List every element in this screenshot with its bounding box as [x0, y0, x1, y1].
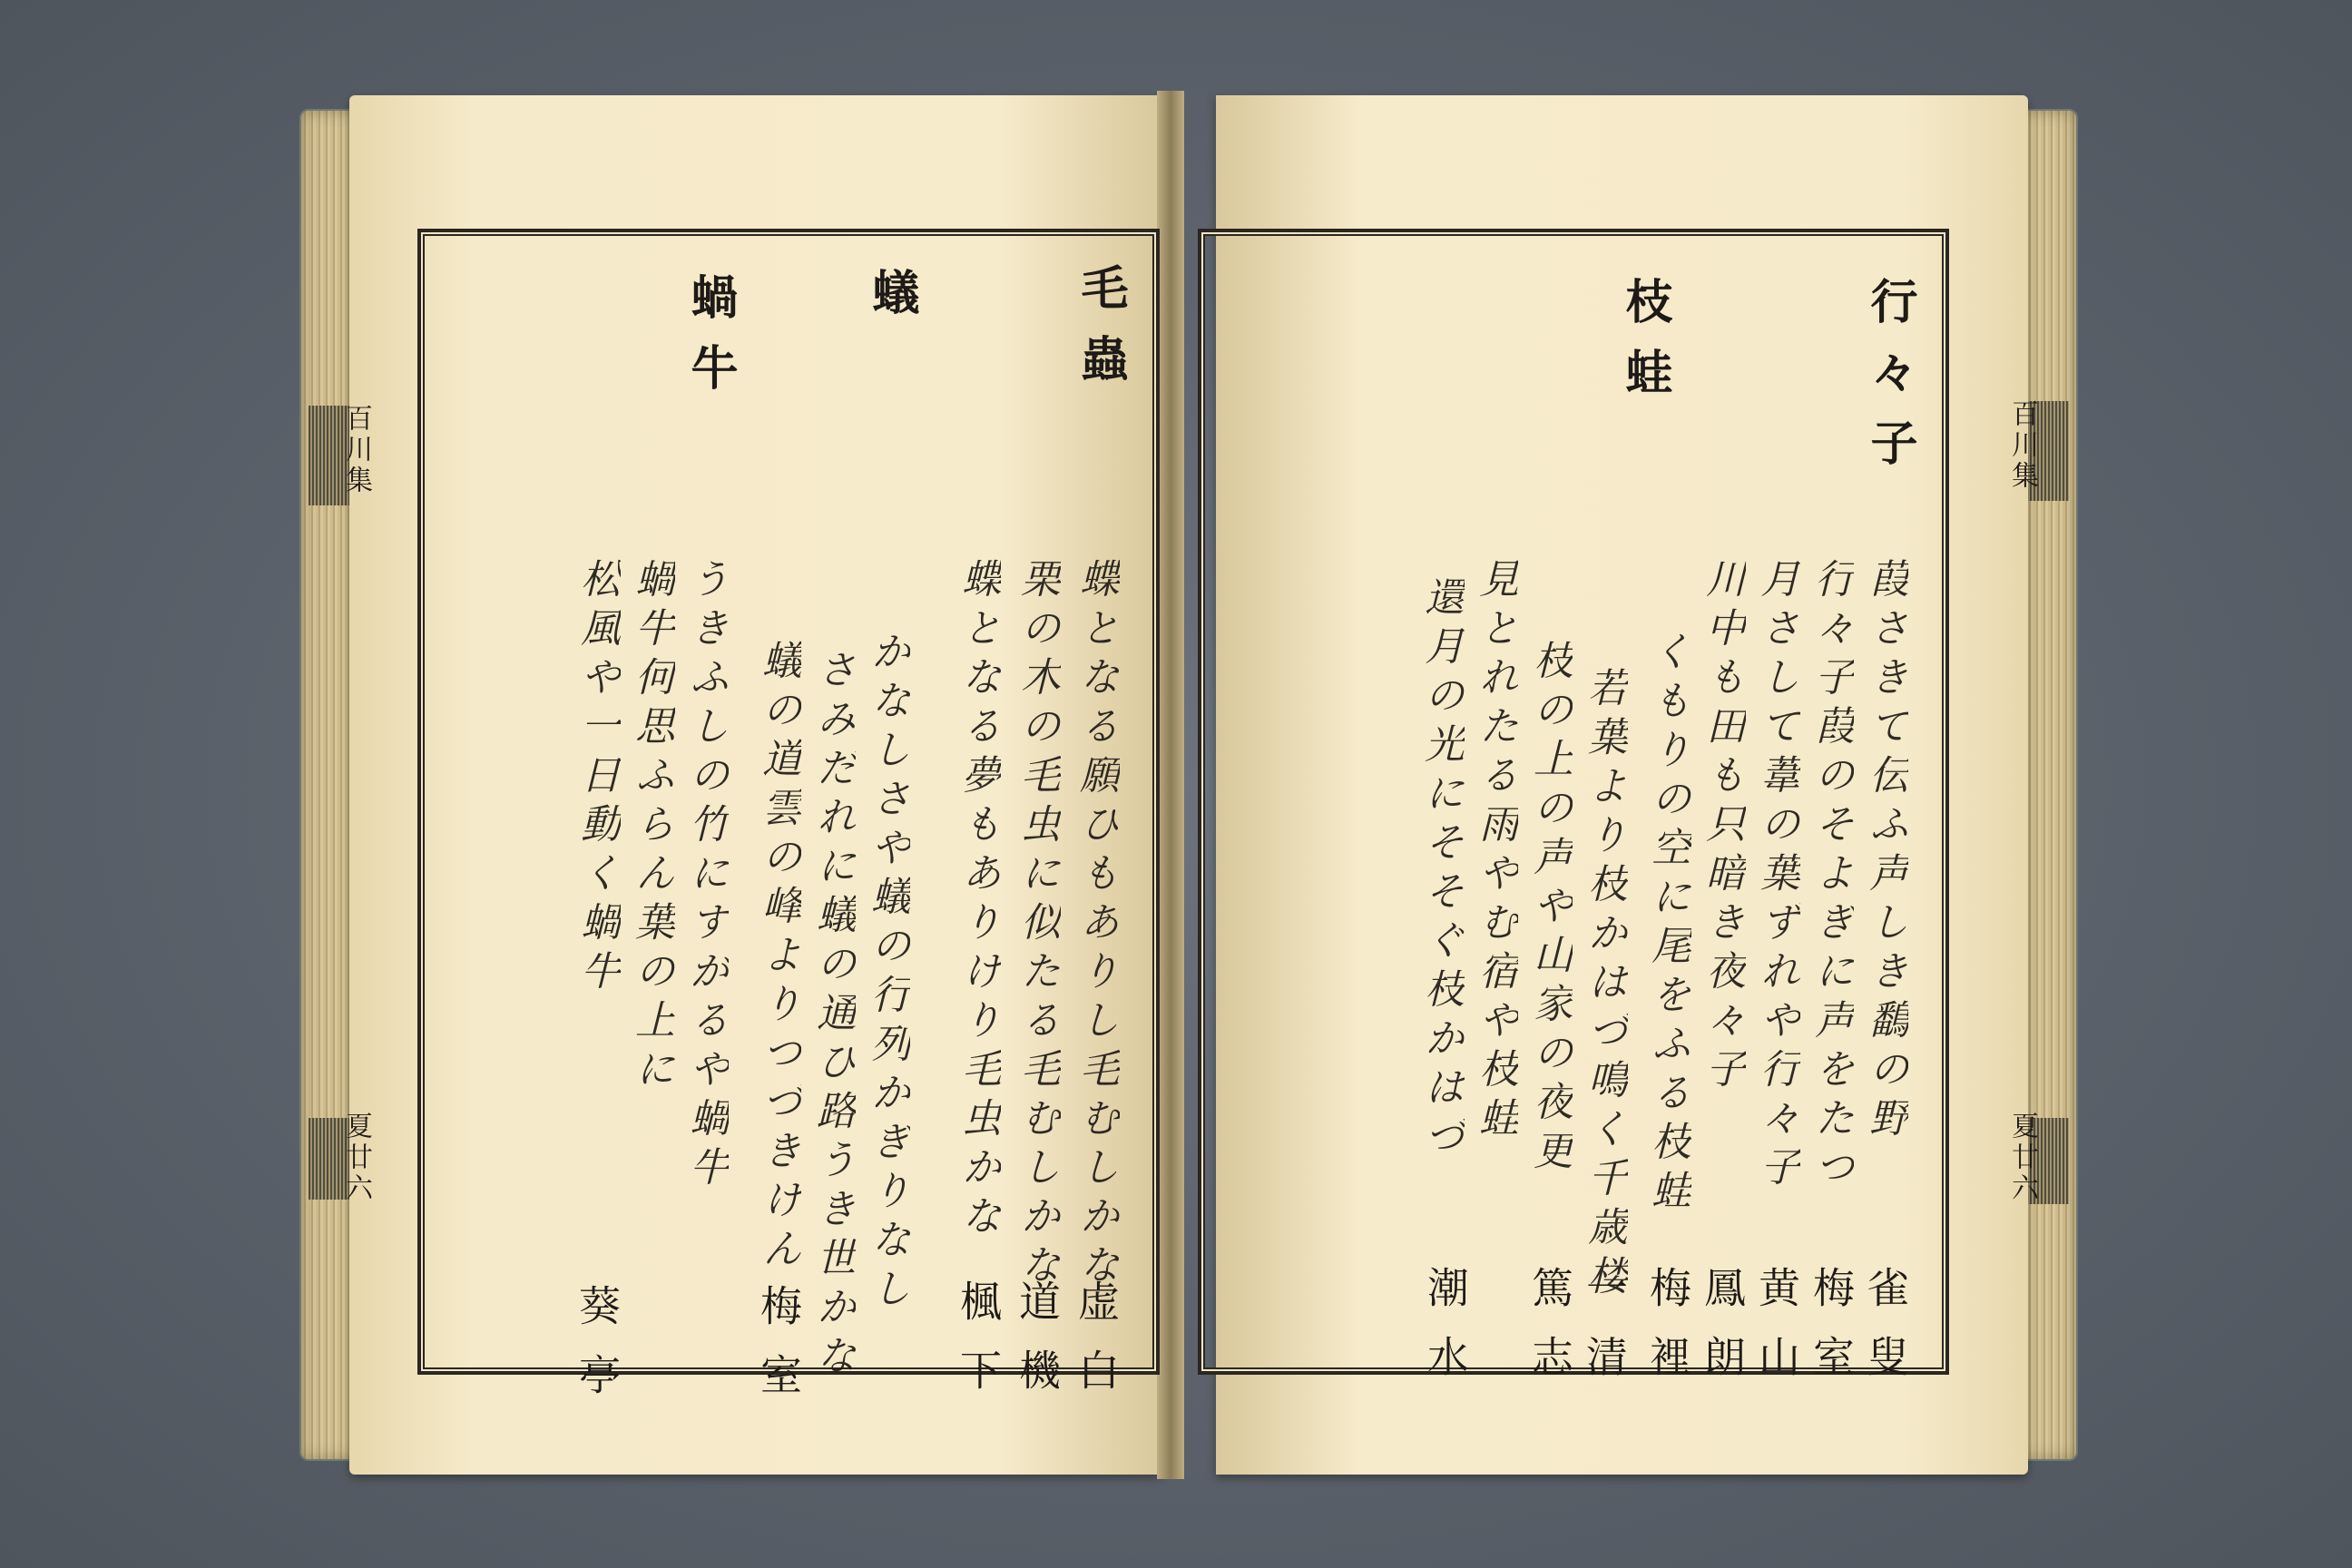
- poet-name: 潮水: [1421, 1266, 1470, 1404]
- verse-column: 蝶となる夢もありけり毛虫かな: [955, 558, 1001, 1244]
- verse-column: 蟻の道雲の峰よりつづきけん: [755, 640, 801, 1277]
- heading-kemushi: 毛蟲: [1073, 263, 1128, 405]
- right-spine-label-top: 百川集: [2006, 399, 2038, 492]
- heading-edakawazu: 枝蛙: [1617, 277, 1672, 418]
- poet-name: 一清: [1580, 1266, 1629, 1404]
- left-spine-label-bottom: 夏廿六: [340, 1112, 372, 1204]
- poet-name: 虚白: [1072, 1279, 1121, 1417]
- verse-column: 行々子葭のそよぎに声をたつ: [1808, 558, 1854, 1195]
- verse-column: 還月の光にそそぐ枝かはづ: [1417, 576, 1464, 1164]
- poet-name: 道機: [1013, 1279, 1062, 1417]
- heading-gyogyoshi: 行々子: [1862, 277, 1917, 489]
- poet-name: 鳳朗: [1698, 1266, 1747, 1404]
- verse-column: 蝶となる願ひもありし毛むしかな: [1073, 558, 1119, 1293]
- heading-katatsumuri: 蝸牛: [682, 272, 738, 414]
- verse-column: 栗の木の毛虫に似たる毛むしかな: [1014, 558, 1060, 1293]
- right-spine-label-bottom: 夏廿六: [2006, 1112, 2038, 1204]
- left-spine-label-top: 百川集: [340, 404, 372, 496]
- poet-name: 梅室: [754, 1284, 803, 1422]
- verse-column: うきふしの竹にすがるや蝸牛: [682, 558, 729, 1195]
- verse-column: 見とれたる雨やむ宿や枝蛙: [1472, 558, 1518, 1146]
- verse-column: 月さして葦の葉ずれや行々子: [1753, 558, 1799, 1195]
- poet-name: 梅裡: [1643, 1266, 1692, 1404]
- verse-column: 枝の上の声や山家の夜更: [1526, 640, 1573, 1179]
- verse-column: 蝸牛何思ふらん葉の上に: [628, 558, 674, 1097]
- book-gutter: [1157, 91, 1184, 1479]
- verse-column: さみだれに蟻の通ひ路うき世かな: [809, 649, 856, 1384]
- verse-column: かなしさや蟻の行列かぎりなし: [864, 631, 910, 1317]
- verse-column: くもりの空に尾をふる枝蛙: [1644, 631, 1690, 1219]
- poet-name: 楓下: [954, 1279, 1003, 1417]
- verse-column: 若葉より枝かはづ鳴く千歳楼: [1581, 667, 1627, 1304]
- heading-ari: 蟻: [864, 268, 919, 338]
- poet-name: 黄山: [1752, 1266, 1801, 1404]
- verse-column: 松風や一日動く蝸牛: [573, 558, 620, 999]
- poet-name: 梅室: [1807, 1266, 1856, 1404]
- verse-column: 川中も田も只暗き夜々子: [1699, 558, 1745, 1097]
- poet-name: 雀叟: [1861, 1266, 1910, 1404]
- verse-column: 葭さきて伝ふ声しき鷭の野: [1862, 558, 1908, 1146]
- open-book: [299, 86, 2078, 1497]
- poet-name: 葵亭: [573, 1284, 622, 1422]
- poet-name: 篤志: [1525, 1266, 1574, 1404]
